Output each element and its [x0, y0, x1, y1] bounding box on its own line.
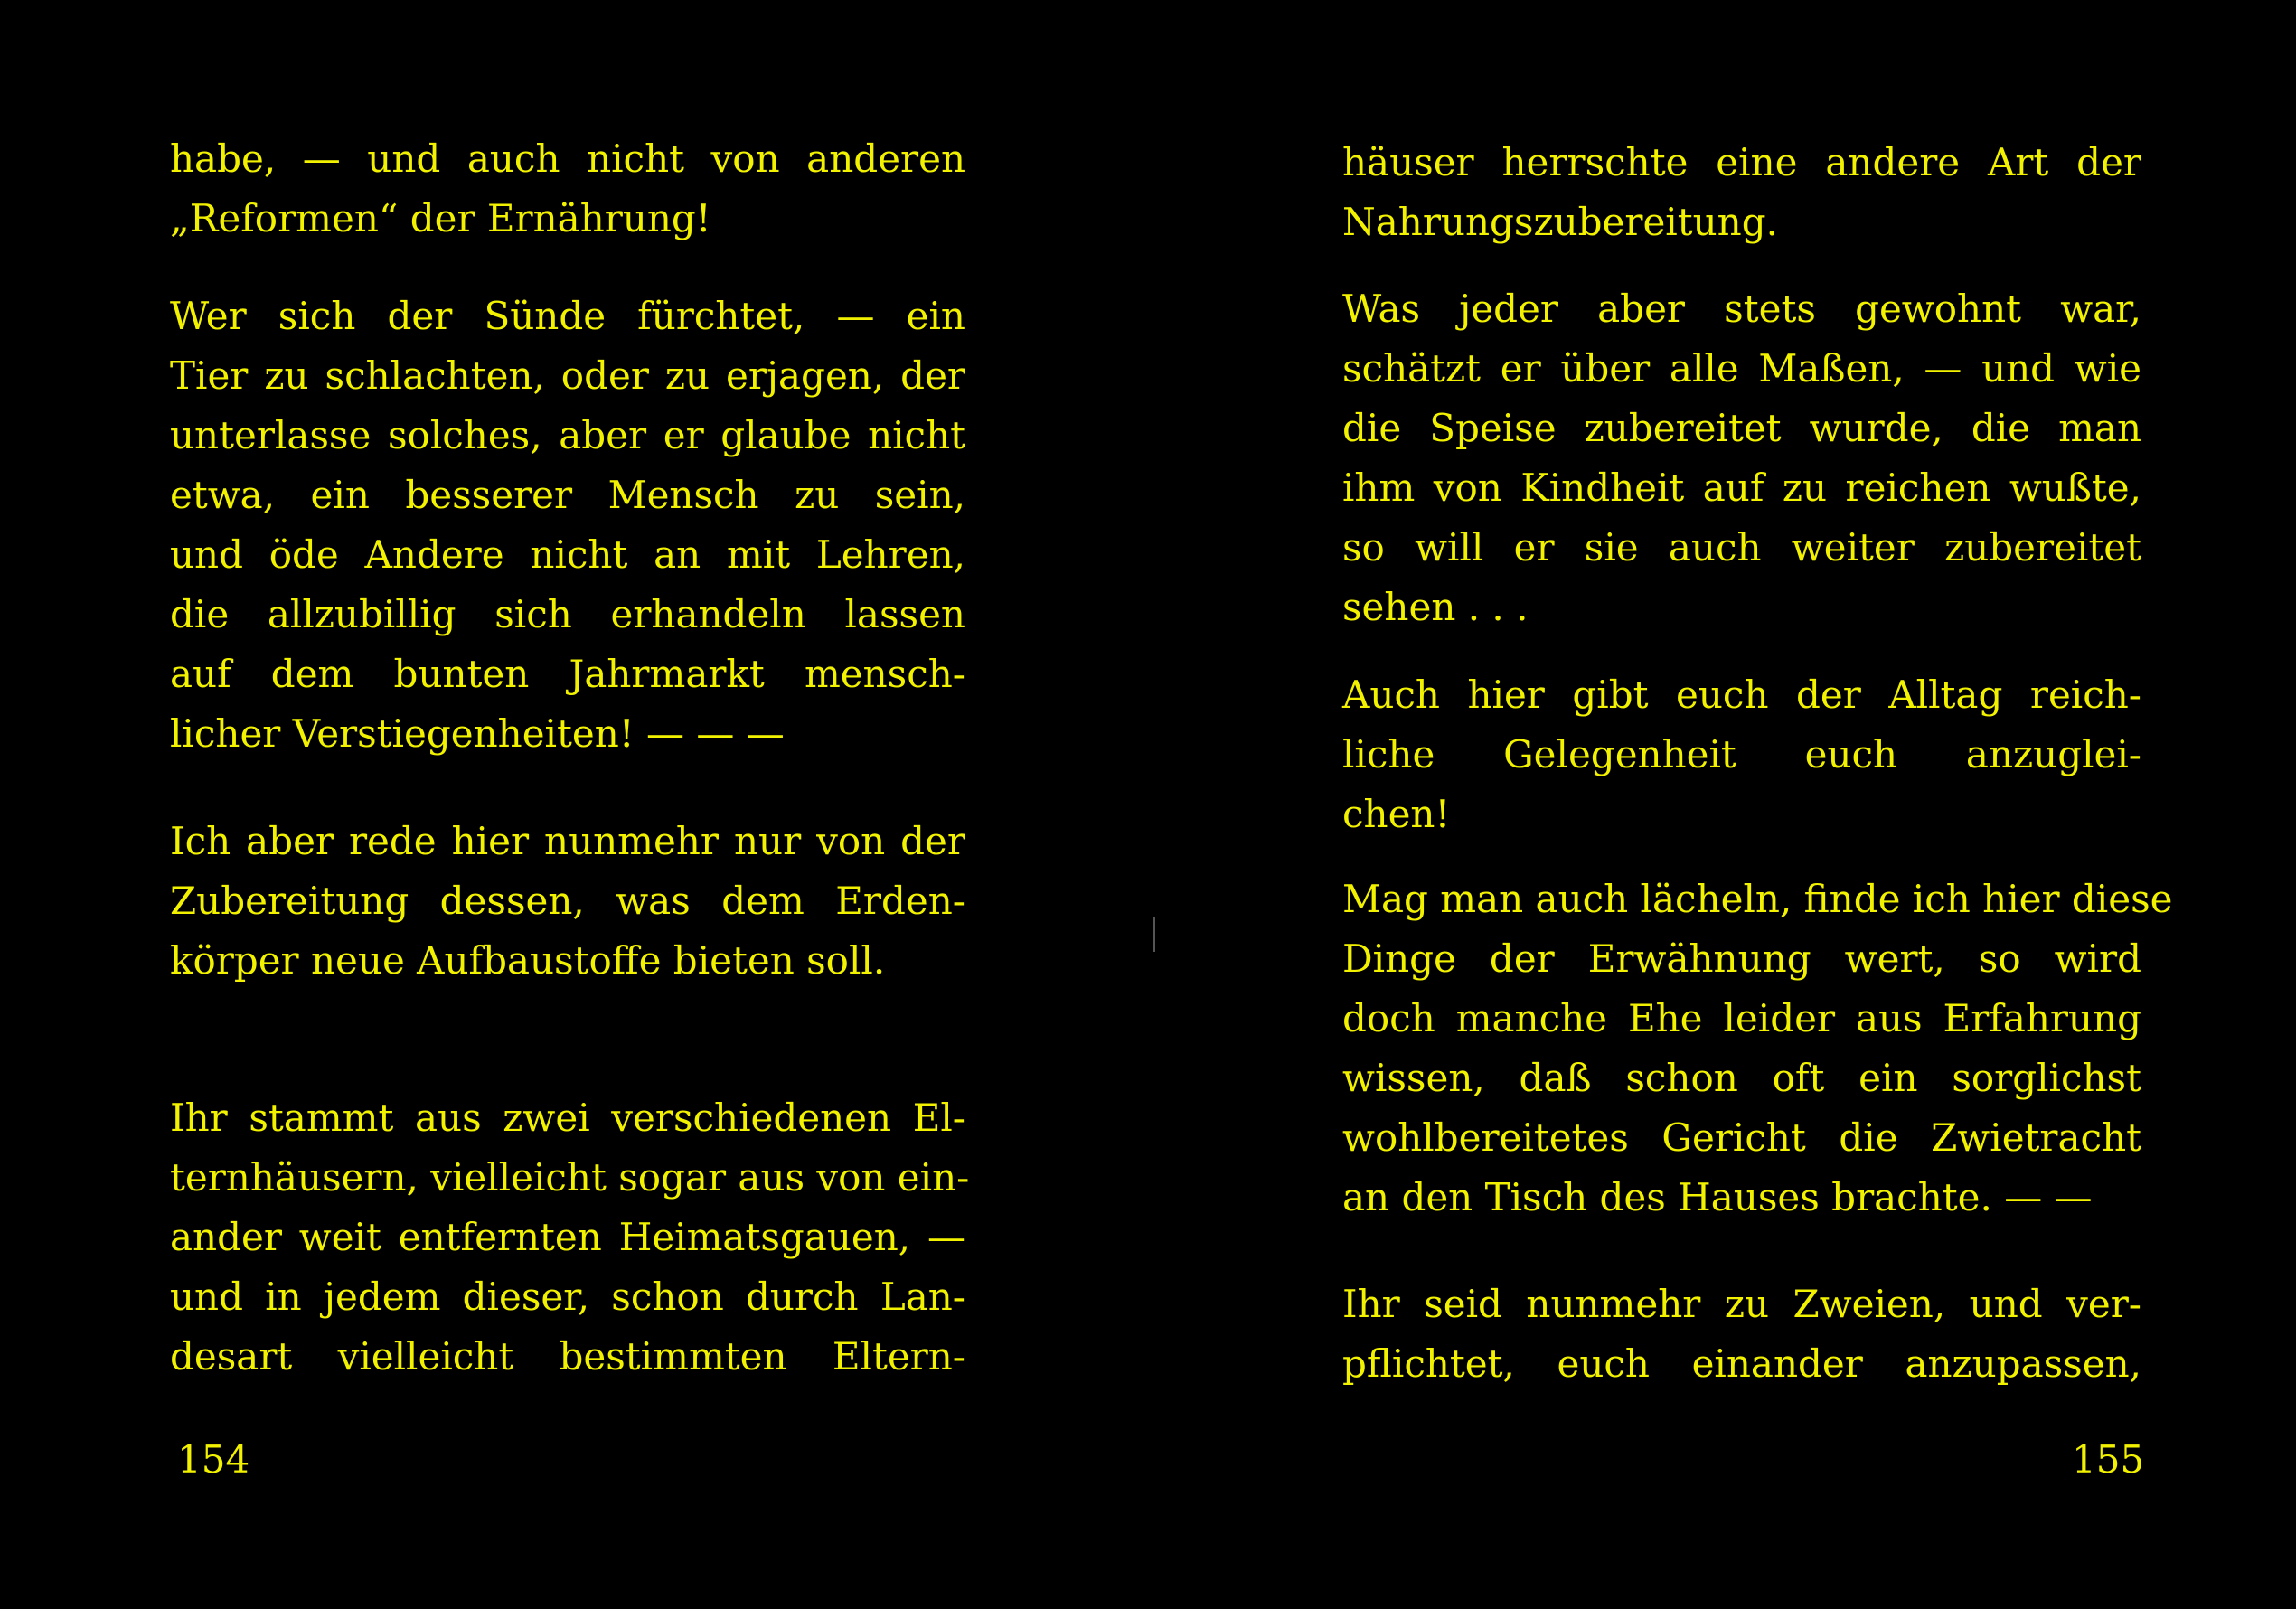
text-line: und in jedem dieser, schon durch Lan-: [170, 1275, 965, 1319]
text-line: ihm von Kindheit auf zu reichen wußte,: [1342, 466, 2141, 510]
text-line: unterlasse solches, aber er glaube nicht: [170, 413, 965, 457]
text-line: Nahrungszubereitung.: [1342, 200, 1778, 244]
text-line: Mag man auch lächeln, finde ich hier diese: [1342, 877, 2173, 921]
text-line: körper neue Aufbaustoffe bieten soll.: [170, 938, 886, 983]
paragraph-2: [1342, 279, 2141, 637]
text-line: Tier zu schlachten, oder zu erjagen, der: [170, 353, 965, 398]
paragraph-5: [1342, 1275, 2141, 1394]
text-line: chen!: [1342, 792, 1451, 836]
paragraph-4: [1342, 870, 2173, 1228]
paragraph-2: [170, 287, 965, 764]
text-line: licher Verstiegenheiten! — — —: [170, 711, 785, 756]
text-line: habe, — und auch nicht von anderen: [170, 136, 965, 181]
text-line: wissen, daß schon oft ein sorglichst: [1342, 1056, 2141, 1100]
paragraph-4: [170, 1088, 970, 1387]
text-line: sehen . . .: [1342, 585, 1529, 629]
paragraph-3: [1342, 665, 2141, 844]
text-line: desart vielleicht bestimmten Eltern-: [170, 1334, 965, 1378]
text-line: Ich aber rede hier nunmehr nur von der: [170, 819, 965, 863]
text-line: ternhäusern, vielleicht sogar aus von ein-: [170, 1155, 970, 1200]
text-line: so will er sie auch weiter zubereitet: [1342, 525, 2141, 569]
page-number: 155: [2072, 1437, 2145, 1482]
text-line: häuser herrschte eine andere Art der: [1342, 140, 2141, 184]
text-line: Dinge der Erwähnung wert, so wird: [1342, 936, 2141, 981]
text-line: die Speise zubereitet wurde, die man: [1342, 406, 2141, 450]
text-line: etwa, ein besserer Mensch zu sein,: [170, 473, 965, 517]
text-line: Was jeder aber stets gewohnt war,: [1342, 287, 2141, 331]
text-line: an den Tisch des Hauses brachte. — —: [1342, 1175, 2093, 1219]
paragraph-1: [1342, 133, 2141, 252]
text-line: die allzubillig sich erhandeln lassen: [170, 592, 965, 636]
paragraph-3: [170, 812, 965, 991]
paragraph-1: [170, 129, 965, 249]
text-line: Ihr stammt aus zwei verschiedenen El-: [170, 1096, 965, 1140]
text-line: und öde Andere nicht an mit Lehren,: [170, 532, 965, 577]
text-line: liche Gelegenheit euch anzuglei-: [1342, 732, 2141, 776]
page-number: 154: [177, 1437, 250, 1482]
text-line: schätzt er über alle Maßen, — und wie: [1342, 346, 2141, 390]
text-line: Wer sich der Sünde fürchtet, — ein: [170, 294, 965, 338]
text-line: pflichtet, euch einander anzupassen,: [1342, 1341, 2141, 1386]
right-page: [1148, 0, 2296, 1609]
text-line: Ihr seid nunmehr zu Zweien, und ver-: [1342, 1282, 2141, 1326]
text-line: wohlbereitetes Gericht die Zwietracht: [1342, 1115, 2141, 1160]
text-line: ander weit entfernten Heimatsgauen, —: [170, 1215, 965, 1259]
text-line: Auch hier gibt euch der Alltag reich-: [1342, 673, 2141, 717]
text-line: Zubereitung dessen, was dem Erden-: [170, 879, 965, 923]
text-line: „Reformen“ der Ernährung!: [170, 196, 711, 240]
text-line: auf dem bunten Jahrmarkt mensch-: [170, 652, 965, 696]
text-line: doch manche Ehe leider aus Erfahrung: [1342, 996, 2141, 1040]
